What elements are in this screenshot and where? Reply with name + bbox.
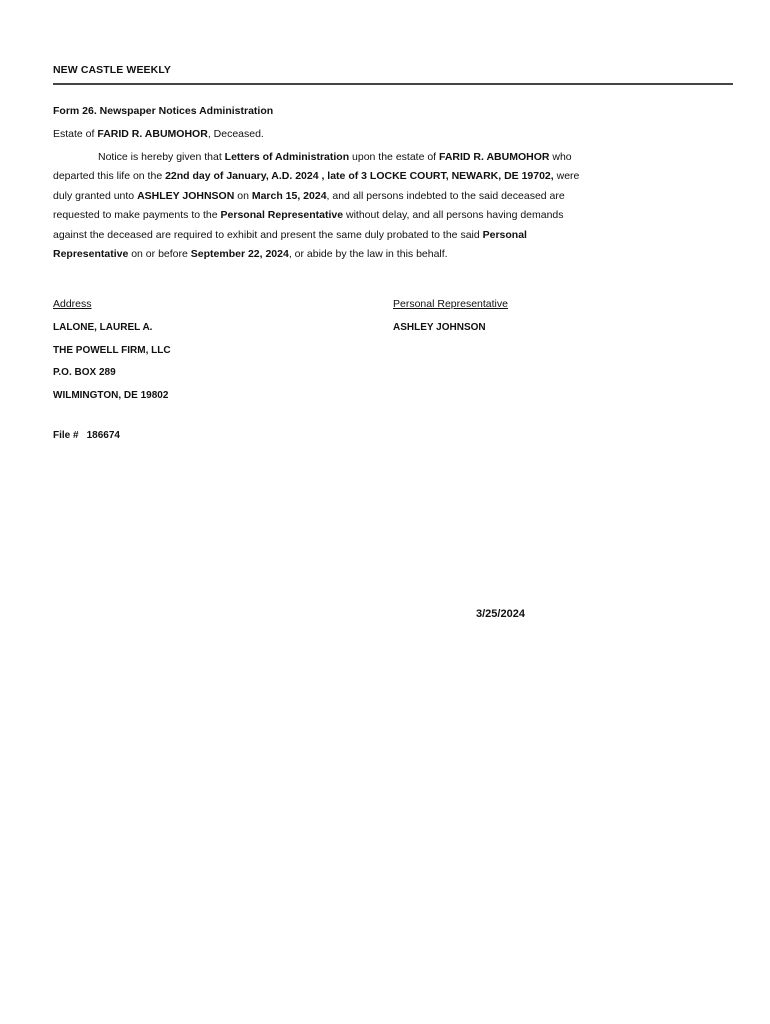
- notice-text: without delay, and all persons having demands: [343, 209, 564, 222]
- address-line-po-box: P.O. BOX 289: [53, 367, 116, 378]
- notice-line-2: [53, 167, 623, 186]
- notice-text: who: [549, 151, 572, 163]
- address-line-firm: THE POWELL FIRM, LLC: [53, 345, 171, 356]
- decedent-name: FARID R. ABUMOHOR: [439, 151, 550, 163]
- decedent-name: FARID R. ABUMOHOR: [97, 128, 208, 140]
- file-label: File #: [53, 430, 79, 441]
- address-heading: Address: [53, 298, 92, 310]
- notice-text: , or abide by the law in this behalf.: [288, 248, 448, 261]
- representative-name: ASHLEY JOHNSON: [393, 322, 486, 333]
- notice-text: were: [553, 170, 580, 183]
- grant-date: March 15, 2024: [251, 189, 327, 202]
- notice-text: Notice is hereby given that: [98, 151, 225, 163]
- notice-text: upon the estate of: [349, 151, 440, 163]
- notice-text: against the deceased are required to exhibit and present the same duly probated to the said: [53, 228, 483, 241]
- letters-of-administration: Letters of Administration: [224, 151, 350, 163]
- personal-representative-term: Representative: [53, 248, 129, 261]
- form-title: Form 26. Newspaper Notices Administration: [53, 105, 274, 117]
- file-number: 186674: [86, 430, 120, 441]
- notice-line-1: [53, 148, 623, 167]
- estate-suffix: , Deceased.: [207, 128, 264, 140]
- address-line-attorney: LALONE, LAUREL A.: [53, 322, 153, 333]
- representative-heading: Personal Representative: [393, 298, 508, 310]
- notice-text: on or before: [128, 248, 191, 261]
- file-number-line: [53, 430, 120, 441]
- estate-line: [53, 128, 264, 140]
- notice-text: departed this life on the: [53, 170, 166, 183]
- estate-prefix: Estate of: [53, 128, 98, 140]
- header-rule: [53, 83, 733, 85]
- notice-text: requested to make payments to the: [53, 209, 221, 222]
- notice-text: , and all persons indebted to the said deceased are: [326, 189, 565, 202]
- notice-text: duly granted unto: [53, 189, 138, 202]
- notice-body: [53, 148, 623, 264]
- address-line-city: WILMINGTON, DE 19802: [53, 390, 169, 401]
- personal-representative-term: Personal Representative: [220, 209, 344, 222]
- personal-representative-term: Personal: [482, 228, 527, 241]
- death-date-and-residence: 22nd day of January, A.D. 2024 , late of 3 LOCKE COURT, NEWARK, DE 19702,: [165, 170, 554, 183]
- publication-title: NEW CASTLE WEEKLY: [53, 64, 171, 76]
- notice-line-4: [53, 206, 623, 225]
- claim-deadline: September 22, 2024: [190, 248, 289, 261]
- representative-name: ASHLEY JOHNSON: [137, 189, 235, 202]
- notice-line-3: [53, 187, 623, 206]
- notice-line-5: [53, 226, 623, 245]
- notice-line-6: [53, 245, 623, 264]
- notice-text: on: [234, 189, 252, 202]
- publication-date: 3/25/2024: [476, 608, 525, 620]
